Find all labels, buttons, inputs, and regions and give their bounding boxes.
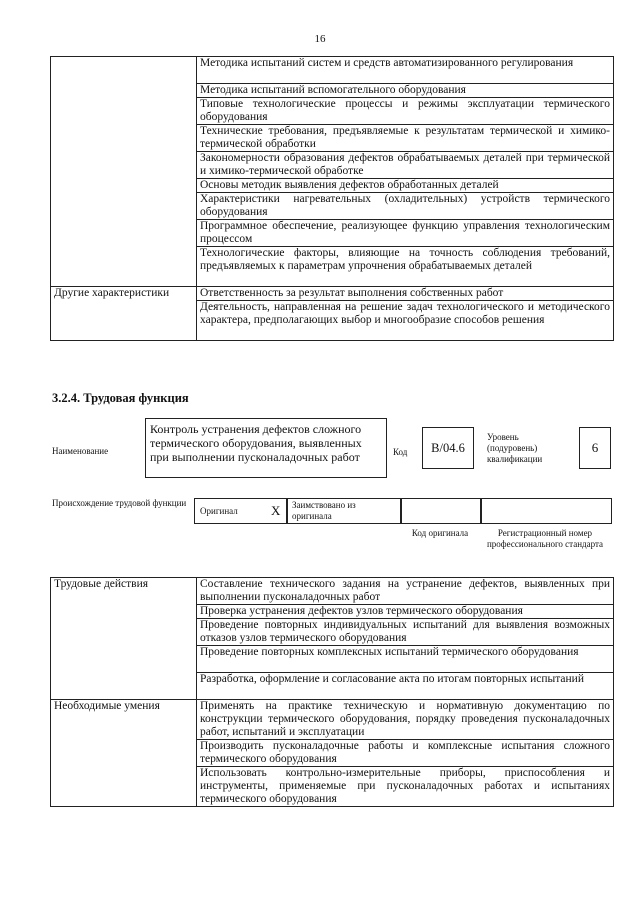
table-cell: Технологические факторы, влияющие на точность соблюдения требований, предъявляемых к параметрам упрочнения обрабатываемых деталей <box>197 247 614 287</box>
origin-label: Происхождение трудовой функции <box>52 498 187 508</box>
table-cell: Составление технического задания на устранение дефектов, выявленных при выполнении пусконаладочных работ <box>197 578 614 605</box>
table-cell: Производить пусконаладочные работы и комплексные испытания сложного термического оборудования <box>197 740 614 767</box>
reg-number-cell <box>480 498 612 524</box>
code-original-caption: Код оригинала <box>411 528 469 538</box>
level-box <box>579 427 611 469</box>
code-label: Код <box>393 447 408 457</box>
level-label: Уровень (подуровень) квалификации <box>487 432 543 464</box>
table-cell: Технические требования, предъявляемые к результатам термической и химико-термической обработки <box>197 125 614 152</box>
table-cell: Проверка устранения дефектов узлов термического оборудования <box>197 605 614 619</box>
table-cell: Применять на практике техническую и нормативную документацию по конструкции термического оборудования, порядку проведения пусконаладочных работ, испытаний и эксплуатации <box>197 700 614 740</box>
table-cell: Деятельность, направленная на решение задач технологического и методического характера, предполагающих выбор и многообразие способов решения <box>197 301 614 341</box>
original-mark: X <box>271 503 281 518</box>
section-heading: 3.2.4. Трудовая функция <box>52 391 189 405</box>
table-label-cell: Трудовые действия <box>51 578 197 700</box>
table-cell: Проведение повторных индивидуальных испытаний для выявления возможных отказов узлов термического оборудования <box>197 619 614 646</box>
name-label: Наименование <box>52 446 109 456</box>
function-name-box <box>145 418 387 478</box>
table-cell: Использовать контрольно-измерительные приборы, приспособления и инструменты, применяемые при пусконаладочных работах и испытаниях термического оборудования <box>197 767 614 807</box>
code-original-cell <box>400 498 482 524</box>
table-cell: Основы методик выявления дефектов обработанных деталей <box>197 179 614 193</box>
table-row <box>51 287 614 301</box>
table-row <box>51 578 614 605</box>
borrowed-label: Заимствовано из оригинала <box>292 500 356 521</box>
level-value: 6 <box>591 440 599 455</box>
reg-number-caption: Регистрационный номер профессионального стандарта <box>486 528 604 549</box>
table-cell: Проведение повторных комплексных испытаний термического оборудования <box>197 646 614 673</box>
page-number: 16 <box>314 33 326 45</box>
table-cell: Разработка, оформление и согласование акта по итогам повторных испытаний <box>197 673 614 700</box>
code-box <box>422 427 474 469</box>
labor-actions-table <box>50 577 614 807</box>
table-label-cell: Другие характеристики <box>51 287 197 341</box>
table-cell: Закономерности образования дефектов обрабатываемых деталей при термической и химико-термической обработке <box>197 152 614 179</box>
original-label: Оригинал <box>200 506 238 516</box>
table-row <box>51 57 614 84</box>
original-cell <box>194 498 288 524</box>
table-label-cell: Необходимые умения <box>51 700 197 807</box>
table-row <box>51 700 614 740</box>
table-label-cell <box>51 57 197 287</box>
table-cell: Ответственность за результат выполнения собственных работ <box>197 287 614 301</box>
table-cell: Типовые технологические процессы и режимы эксплуатации термического оборудования <box>197 98 614 125</box>
characteristics-table <box>50 56 614 341</box>
table-cell: Методика испытаний систем и средств автоматизированного регулирования <box>197 57 614 84</box>
function-name: Контроль устранения дефектов сложного термического оборудования, выявленных при выполнении пусконаладочных работ <box>150 422 362 464</box>
table-cell: Методика испытаний вспомогательного оборудования <box>197 84 614 98</box>
code-value: В/04.6 <box>431 441 465 455</box>
table-cell: Программное обеспечение, реализующее функцию управления технологическим процессом <box>197 220 614 247</box>
borrowed-cell <box>286 498 402 524</box>
table-cell: Характеристики нагревательных (охладительных) устройств термического оборудования <box>197 193 614 220</box>
